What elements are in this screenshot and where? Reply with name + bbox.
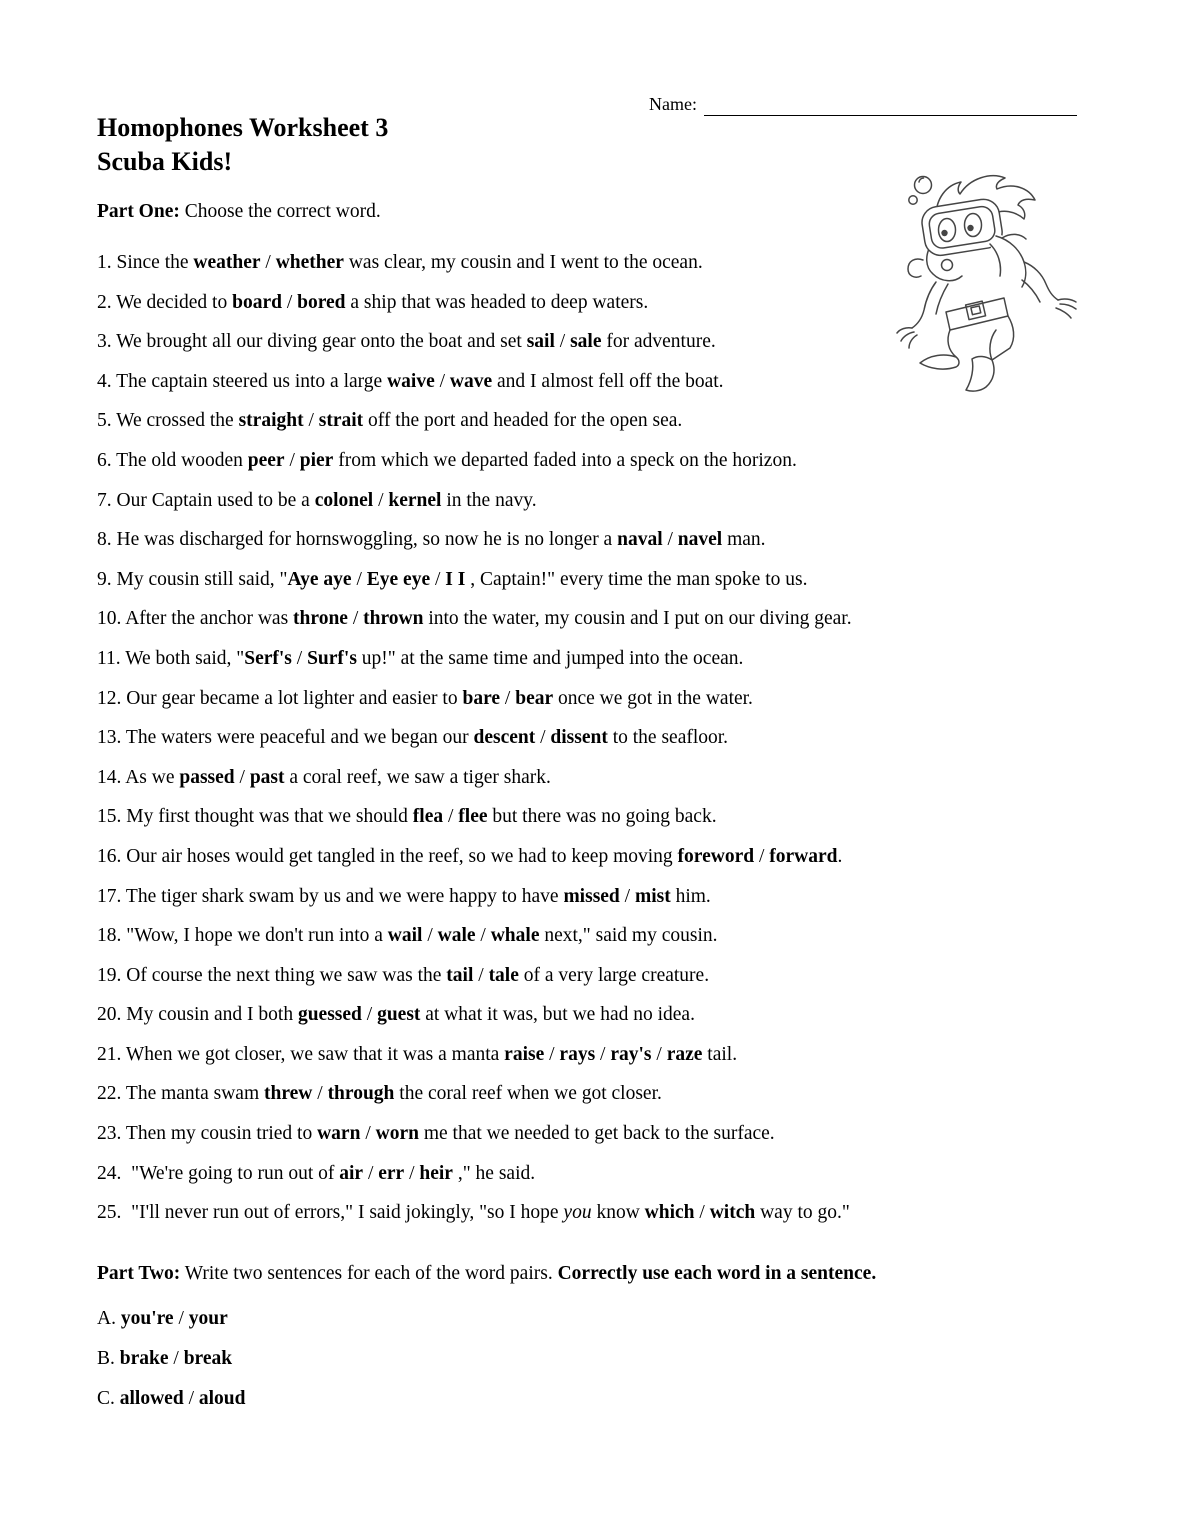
name-row xyxy=(649,92,1077,116)
homophone-option: tale xyxy=(488,964,519,986)
question-item xyxy=(97,1123,852,1145)
homophone-option: brake xyxy=(119,1348,169,1369)
homophone-option: your xyxy=(188,1308,228,1329)
homophone-option: wave xyxy=(449,370,493,392)
item-number: 15. xyxy=(97,806,122,828)
sentence-text: him. xyxy=(670,885,711,907)
homophone-option: strait xyxy=(318,410,364,432)
sentence-text: from which we departed faded into a speck on the horizon. xyxy=(333,449,797,471)
homophone-option: pier xyxy=(299,449,334,471)
name-blank-line[interactable] xyxy=(704,94,1077,116)
question-item xyxy=(97,529,852,551)
question-item xyxy=(97,1083,852,1105)
sentence-text: to the seafloor. xyxy=(607,727,729,749)
left-hand xyxy=(897,328,917,348)
page-subtitle: Scuba Kids! xyxy=(97,147,233,176)
sentence-text: Then my cousin tried to xyxy=(125,1123,318,1145)
sentence-text: We both said, " xyxy=(125,647,245,669)
homophone-option: passed xyxy=(179,766,235,788)
sentence-text: "I'll never run out of errors," I said jokingly, "so I hope xyxy=(126,1202,564,1224)
homophone-option: through xyxy=(327,1083,395,1105)
sentence-text: / xyxy=(694,1202,710,1224)
sentence-text: / xyxy=(291,647,308,669)
homophone-option: mist xyxy=(634,885,671,907)
sentence-text: / xyxy=(404,1162,420,1184)
question-item xyxy=(97,846,852,868)
sentence-text: Of course the next thing we saw was the xyxy=(126,964,447,986)
scuba-kid-illustration xyxy=(896,170,1082,392)
sentence-text: Our air hoses would get tangled in the reef, so we had to keep moving xyxy=(126,845,678,867)
homophone-option: board xyxy=(232,291,282,313)
homophone-option: peer xyxy=(247,449,285,471)
item-number: A. xyxy=(97,1308,116,1329)
sentence-text: a coral reef, we saw a tiger shark. xyxy=(284,766,551,788)
homophone-option: sale xyxy=(570,331,602,353)
sentence-text: / xyxy=(500,687,516,709)
part-two-heading xyxy=(97,1262,876,1285)
sentence-text: in the navy. xyxy=(441,489,537,511)
homophone-option: raze xyxy=(666,1043,703,1065)
sentence-text: / xyxy=(595,1043,611,1065)
question-item xyxy=(97,450,852,472)
homophone-option: allowed xyxy=(119,1388,184,1409)
homophone-option: bear xyxy=(515,687,554,709)
big-fin xyxy=(966,356,994,391)
sentence-text: / xyxy=(234,766,250,788)
item-number: 19. xyxy=(97,964,122,986)
sentence-text: The manta swam xyxy=(125,1083,264,1105)
sentence-text: / xyxy=(475,925,491,947)
sentence-text: at what it was, but we had no idea. xyxy=(420,1004,695,1026)
part-two-instructions-bold: Correctly use each word in a sentence. xyxy=(557,1263,877,1284)
homophone-option: sail xyxy=(526,331,555,353)
question-item xyxy=(97,925,852,947)
questions-list xyxy=(97,252,852,1242)
homophone-option: bored xyxy=(297,291,346,313)
homophone-option: straight xyxy=(238,410,304,432)
word-pairs-list xyxy=(97,1308,245,1428)
sentence-text: up!" at the same time and jumped into the ocean. xyxy=(356,647,744,669)
sentence-text: / xyxy=(361,1004,378,1026)
homophone-option: ray's xyxy=(610,1043,652,1065)
homophone-option: dissent xyxy=(550,727,608,749)
homophone-option: I I xyxy=(445,568,466,590)
sentence-text: me that we needed to get back to the surface. xyxy=(418,1123,775,1145)
sentence-text: / xyxy=(662,529,678,551)
sentence-text: / xyxy=(422,925,438,947)
part-one-label: Part One: xyxy=(97,201,180,222)
sentence-text: "Wow, I hope we don't run into a xyxy=(126,925,388,947)
bubble-small xyxy=(909,196,917,204)
sentence-text: / xyxy=(312,1083,328,1105)
sentence-text: you xyxy=(563,1202,592,1224)
item-number: 6. xyxy=(97,449,112,471)
homophone-option: flee xyxy=(458,806,488,828)
sentence-text: We crossed the xyxy=(116,410,239,432)
item-number: 12. xyxy=(97,687,122,709)
sentence-text: The tiger shark swam by us and we were happy to have xyxy=(125,885,564,907)
item-number: 21. xyxy=(97,1043,122,1065)
question-item xyxy=(97,1163,852,1185)
sentence-text: of a very large creature. xyxy=(518,964,710,986)
homophone-option: colonel xyxy=(314,489,374,511)
sentence-text: know xyxy=(591,1202,645,1224)
sentence-text: for adventure. xyxy=(601,331,716,353)
sentence-text: / xyxy=(351,568,367,590)
homophone-option: guest xyxy=(377,1004,421,1026)
sentence-text: tail. xyxy=(702,1043,738,1065)
item-number: 5. xyxy=(97,410,112,432)
item-number: 4. xyxy=(97,370,112,392)
homophone-option: wale xyxy=(437,925,476,947)
sentence-text: / xyxy=(373,489,389,511)
item-number: 11. xyxy=(97,647,121,669)
question-item xyxy=(97,965,852,987)
homophone-option: witch xyxy=(709,1202,756,1224)
homophone-option: tail xyxy=(446,964,474,986)
sentence-text: / xyxy=(281,291,298,313)
sentence-text: / xyxy=(303,410,319,432)
item-number: 22. xyxy=(97,1083,122,1105)
part-one-heading xyxy=(97,200,381,223)
sentence-text: and I almost fell off the boat. xyxy=(492,370,724,392)
homophone-option: Eye eye xyxy=(366,568,431,590)
sentence-text: / xyxy=(473,964,489,986)
homophone-option: air xyxy=(339,1162,364,1184)
item-number: 16. xyxy=(97,845,122,867)
sentence-text: way to go." xyxy=(755,1202,850,1224)
sentence-text: was clear, my cousin and I went to the ocean. xyxy=(343,252,703,273)
question-item xyxy=(97,886,852,908)
item-number: 20. xyxy=(97,1004,122,1026)
sentence-text: The captain steered us into a large xyxy=(116,370,388,392)
sentence-text: After the anchor was xyxy=(125,608,294,630)
question-item xyxy=(97,608,852,630)
homophone-option: err xyxy=(378,1162,405,1184)
item-number: 23. xyxy=(97,1123,122,1145)
homophone-option: warn xyxy=(317,1123,361,1145)
sentence-text: into the water, my cousin and I put on our diving gear. xyxy=(423,608,852,630)
homophone-option: threw xyxy=(264,1083,313,1105)
question-item xyxy=(97,371,852,393)
question-item xyxy=(97,648,852,670)
homophone-option: heir xyxy=(419,1162,453,1184)
homophone-option: foreword xyxy=(677,845,755,867)
sentence-text: The waters were peaceful and we began our xyxy=(125,727,474,749)
sentence-text: My first thought was that we should xyxy=(126,806,413,828)
sentence-text: off the port and headed for the open sea. xyxy=(363,410,683,432)
part-two-label: Part Two: xyxy=(97,1263,181,1284)
homophone-option: navel xyxy=(677,529,723,551)
question-item xyxy=(97,410,852,432)
homophone-option: forward xyxy=(769,845,838,867)
name-label: Name: xyxy=(649,94,697,114)
sentence-text: / xyxy=(535,727,551,749)
sentence-text: but there was no going back. xyxy=(487,806,717,828)
homophone-option: weather xyxy=(193,252,261,273)
sentence-text: / xyxy=(363,1162,379,1184)
sentence-text: My cousin still said, " xyxy=(116,568,288,590)
question-item xyxy=(97,292,852,314)
homophone-option: Surf's xyxy=(307,647,357,669)
sentence-text: next," said my cousin. xyxy=(539,925,718,947)
item-number: 9. xyxy=(97,568,112,590)
sentence-text: As we xyxy=(125,766,180,788)
right-arm xyxy=(1024,262,1058,300)
question-item xyxy=(97,767,852,789)
sentence-text: / xyxy=(168,1348,184,1369)
sentence-text: / xyxy=(430,568,446,590)
homophone-option: descent xyxy=(473,727,536,749)
sentence-text: / xyxy=(183,1388,199,1409)
homophone-option: raise xyxy=(504,1043,545,1065)
sentence-text: Our Captain used to be a xyxy=(116,489,315,511)
homophone-option: naval xyxy=(617,529,663,551)
question-item xyxy=(97,252,852,274)
sentence-text: ," he said. xyxy=(452,1162,536,1184)
item-number: C. xyxy=(97,1388,115,1409)
sentence-text: / xyxy=(619,885,635,907)
question-item xyxy=(97,1202,852,1224)
left-leg xyxy=(948,330,956,357)
sentence-text: a ship that was headed to deep waters. xyxy=(345,291,649,313)
question-item xyxy=(97,688,852,710)
sentence-text: / xyxy=(651,1043,667,1065)
question-item xyxy=(97,1044,852,1066)
sentence-text: / xyxy=(434,370,450,392)
item-number: 13. xyxy=(97,727,122,749)
homophone-option: past xyxy=(249,766,285,788)
question-item xyxy=(97,490,852,512)
sentence-text: once we got in the water. xyxy=(553,687,753,709)
homophone-option: throne xyxy=(293,608,348,630)
homophone-option: rays xyxy=(559,1043,596,1065)
item-number: 18. xyxy=(97,925,122,947)
homophone-option: break xyxy=(183,1348,233,1369)
question-item xyxy=(97,806,852,828)
sentence-text: / xyxy=(360,1123,376,1145)
sentence-text: man. xyxy=(722,529,766,551)
sentence-text: Our gear became a lot lighter and easier to xyxy=(126,687,463,709)
sentence-text: / xyxy=(443,806,459,828)
question-item xyxy=(97,331,852,353)
homophone-option: worn xyxy=(375,1123,419,1145)
sentence-text: The old wooden xyxy=(116,449,248,471)
sentence-text: Since the xyxy=(116,252,194,273)
homophone-option: flea xyxy=(412,806,444,828)
homophone-option: waive xyxy=(387,370,435,392)
scuba-kid-svg xyxy=(896,170,1082,392)
right-hand xyxy=(1056,299,1076,318)
item-number: 2. xyxy=(97,291,112,313)
item-number: 7. xyxy=(97,489,112,511)
homophone-option: which xyxy=(644,1202,695,1224)
question-item xyxy=(97,569,852,591)
word-pair-item xyxy=(97,1388,245,1410)
item-number: B. xyxy=(97,1348,115,1369)
homophone-option: Serf's xyxy=(244,647,292,669)
homophone-option: wail xyxy=(387,925,423,947)
sentence-text: My cousin and I both xyxy=(126,1004,298,1026)
sentence-text: / xyxy=(260,252,276,273)
homophone-option: whether xyxy=(275,252,344,273)
homophone-option: guessed xyxy=(297,1004,362,1026)
sentence-text: the coral reef when we got closer. xyxy=(394,1083,662,1105)
item-number: 24. xyxy=(97,1162,122,1184)
sentence-text: We decided to xyxy=(116,291,233,313)
homophone-option: Aye aye xyxy=(287,568,352,590)
sentence-text: "We're going to run out of xyxy=(126,1162,340,1184)
item-number: 25. xyxy=(97,1202,122,1224)
word-pair-item xyxy=(97,1348,245,1370)
sentence-text: / xyxy=(284,449,300,471)
sentence-text: / xyxy=(554,331,571,353)
homophone-option: kernel xyxy=(388,489,442,511)
left-arm xyxy=(912,282,936,328)
homophone-option: missed xyxy=(563,885,620,907)
homophone-option: bare xyxy=(462,687,501,709)
sentence-text: . xyxy=(837,845,843,867)
page-title: Homophones Worksheet 3 xyxy=(97,113,389,142)
sentence-text: , Captain!" every time the man spoke to us. xyxy=(465,568,808,590)
item-number: 10. xyxy=(97,608,122,630)
sentence-text: / xyxy=(754,845,770,867)
homophone-option: you're xyxy=(120,1308,174,1329)
sentence-text: / xyxy=(544,1043,560,1065)
small-fin xyxy=(920,355,959,369)
sentence-text: He was discharged for hornswoggling, so now he is no longer a xyxy=(116,529,618,551)
item-number: 14. xyxy=(97,766,122,788)
sentence-text: / xyxy=(347,608,364,630)
item-number: 17. xyxy=(97,885,122,907)
question-item xyxy=(97,1004,852,1026)
question-item xyxy=(97,727,852,749)
homophone-option: aloud xyxy=(198,1388,246,1409)
item-number: 3. xyxy=(97,331,112,353)
ear xyxy=(908,259,923,277)
item-number: 8. xyxy=(97,529,112,551)
homophone-option: thrown xyxy=(363,608,424,630)
right-leg xyxy=(990,316,1014,360)
part-two-instructions: Write two sentences for each of the word pairs. xyxy=(180,1263,558,1284)
homophone-option: whale xyxy=(490,925,540,947)
item-number: 1. xyxy=(97,252,112,273)
part-one-instructions: Choose the correct word. xyxy=(179,201,381,222)
sentence-text: We brought all our diving gear onto the boat and set xyxy=(116,331,527,353)
sentence-text: / xyxy=(173,1308,189,1329)
sentence-text: When we got closer, we saw that it was a manta xyxy=(125,1043,505,1065)
word-pair-item xyxy=(97,1308,245,1330)
bubble-large xyxy=(915,177,932,194)
